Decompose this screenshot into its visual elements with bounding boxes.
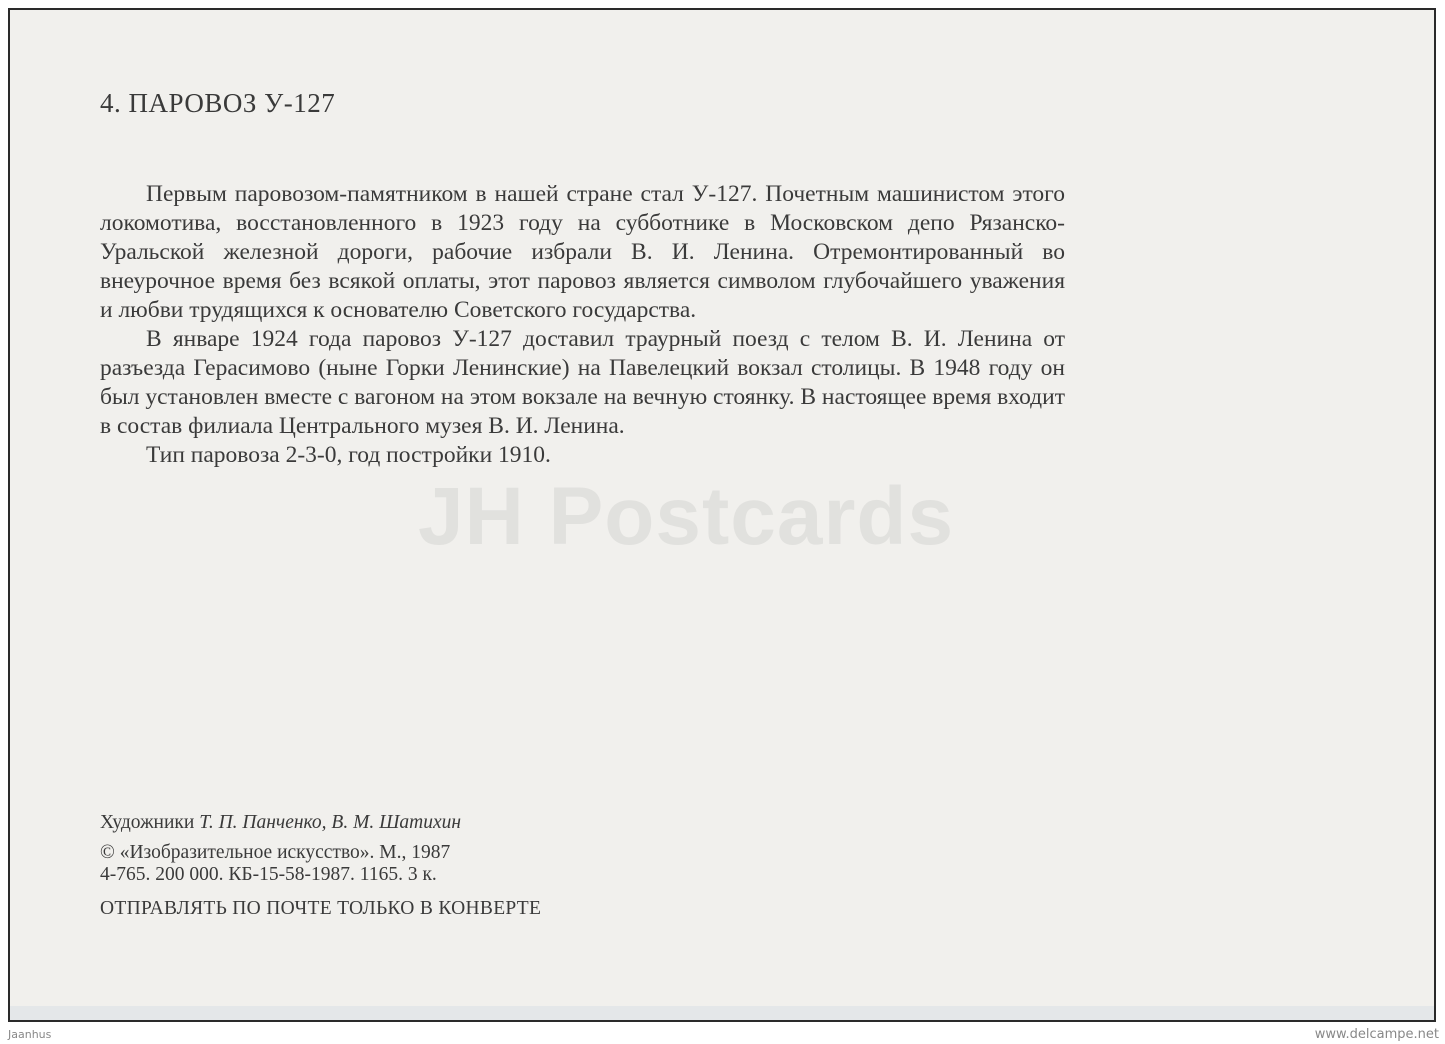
artists-label: Художники <box>100 812 195 833</box>
scan-edge <box>10 1006 1434 1020</box>
print-info: 4-765. 200 000. КБ-15-58-1987. 1165. 3 к. <box>100 864 437 885</box>
postal-note: ОТПРАВЛЯТЬ ПО ПОЧТЕ ТОЛЬКО В КОНВЕРТЕ <box>100 898 542 919</box>
watermark: JH Postcards <box>418 471 955 562</box>
site-credit-right: www.delcampe.net <box>1314 1027 1439 1042</box>
paragraph: В январе 1924 года паровоз У-127 доставил траурный поезд с телом В. И. Ленина от разъезда Герасимово (ныне Горки Ленинские) на Павелецкий вокзал столицы. В 1948 году он был установлен вместе с вагоном на этом вокзале на вечную стоянку. В настоящее время входит в состав филиала Центрального музея В. И. Ленина. <box>100 326 1065 439</box>
paragraph: Первым паровозом-памятником в нашей стране стал У-127. Почетным машинистом этого локомотива, восстановленного в 1923 году на субботнике в Московском депо Рязанско-Уральской железной дороги, рабочие избрали В. И. Ленина. Отремонтированный во внеурочное время без всякой оплаты, этот паровоз является символом глубочайшего уважения и любви трудящихся к основателю Советского государства. <box>100 181 1065 323</box>
credits <box>100 812 541 920</box>
paragraph: Тип паровоза 2-3-0, год постройки 1910. <box>146 442 551 468</box>
description-text <box>100 180 1065 470</box>
card-title: 4. ПАРОВОЗ У-127 <box>100 88 336 118</box>
artists-names: Т. П. Панченко, В. М. Шатихин <box>199 812 462 833</box>
publisher: © «Изобразительное искусство». М., 1987 <box>100 842 451 863</box>
site-credit-left: Jaanhus <box>8 1028 52 1041</box>
